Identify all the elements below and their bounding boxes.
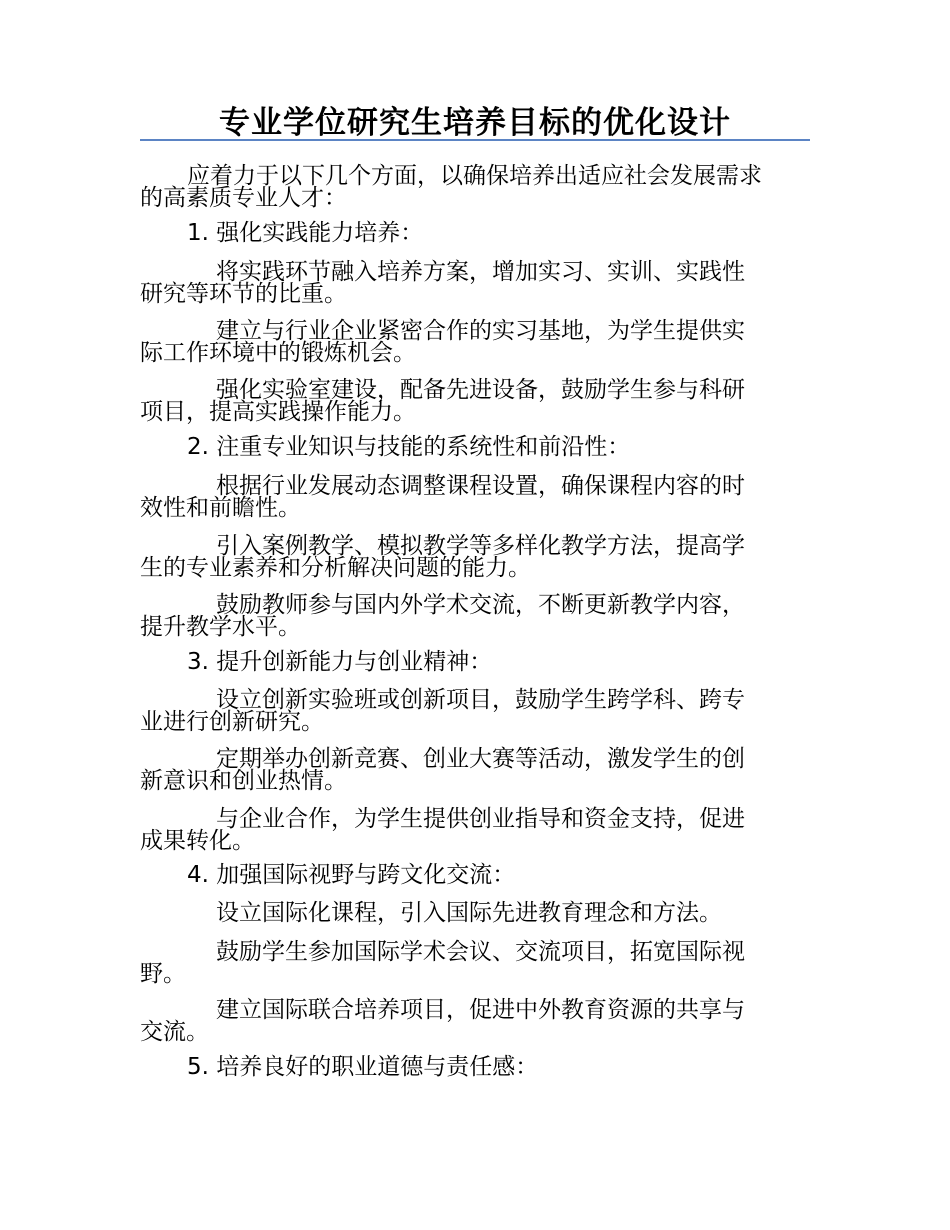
list-item — [140, 941, 800, 985]
list-item — [140, 748, 800, 792]
item-line-2: 研究等环节的比重。 — [140, 281, 347, 307]
intro-line-2: 的高素质专业人才： — [140, 185, 347, 211]
intro-line-1: 应着力于以下几个方面，以确保培养出适应社会发展需求 — [187, 163, 762, 189]
title-underline — [140, 139, 810, 141]
item-line-2: 业进行创新研究。 — [140, 709, 324, 735]
item-line-2: 项目，提高实践操作能力。 — [140, 399, 416, 425]
section-heading-4: 4. 加强国际视野与跨文化交流： — [187, 862, 516, 888]
intro-paragraph — [140, 165, 800, 209]
item-line-2: 提升教学水平。 — [140, 614, 301, 640]
item-line-1: 定期举办创新竞赛、创业大赛等活动，激发学生的创 — [216, 746, 745, 772]
list-item — [140, 261, 800, 305]
item-line-1: 与企业合作，为学生提供创业指导和资金支持，促进 — [216, 806, 745, 832]
item-line-2: 新意识和创业热情。 — [140, 768, 347, 794]
list-item — [140, 689, 800, 733]
list-item — [140, 475, 800, 519]
item-line-2: 效性和前瞻性。 — [140, 495, 301, 521]
list-item — [140, 379, 800, 423]
document-title: 专业学位研究生培养目标的优化设计 — [219, 105, 731, 141]
item-line-2: 交流。 — [140, 1019, 209, 1045]
item-line-1: 强化实验室建设，配备先进设备，鼓励学生参与科研 — [216, 377, 745, 403]
list-item — [140, 594, 800, 638]
item-line-2: 际工作环境中的锻炼机会。 — [140, 340, 416, 366]
item-line-1: 建立国际联合培养项目，促进中外教育资源的共享与 — [216, 997, 745, 1023]
item-line-2: 成果转化。 — [140, 828, 255, 854]
item-line-1: 鼓励学生参加国际学术会议、交流项目，拓宽国际视 — [216, 939, 745, 965]
section-heading-3: 3. 提升创新能力与创业精神： — [187, 649, 493, 675]
item-line-1: 设立创新实验班或创新项目，鼓励学生跨学科、跨专 — [216, 687, 745, 713]
item-line-1: 将实践环节融入培养方案，增加实习、实训、实践性 — [216, 259, 745, 285]
section-heading-5: 5. 培养良好的职业道德与责任感： — [187, 1054, 539, 1080]
list-item — [140, 535, 800, 579]
item-line-1: 引入案例教学、模拟教学等多样化教学方法，提高学 — [216, 533, 745, 559]
item-line-1: 鼓励教师参与国内外学术交流，不断更新教学内容， — [216, 592, 745, 618]
list-item — [140, 320, 800, 364]
item-line-1: 根据行业发展动态调整课程设置，确保课程内容的时 — [216, 473, 745, 499]
item-line-1: 建立与行业企业紧密合作的实习基地，为学生提供实 — [216, 318, 745, 344]
item-line-2: 野。 — [140, 961, 186, 987]
item-line-1: 设立国际化课程，引入国际先进教育理念和方法。 — [216, 900, 722, 926]
list-item — [140, 902, 800, 924]
item-line-2: 生的专业素养和分析解决问题的能力。 — [140, 555, 531, 581]
section-heading-2: 2. 注重专业知识与技能的系统性和前沿性： — [187, 434, 631, 460]
list-item — [140, 808, 800, 852]
list-item — [140, 999, 800, 1043]
section-heading-1: 1. 强化实践能力培养： — [187, 220, 424, 246]
